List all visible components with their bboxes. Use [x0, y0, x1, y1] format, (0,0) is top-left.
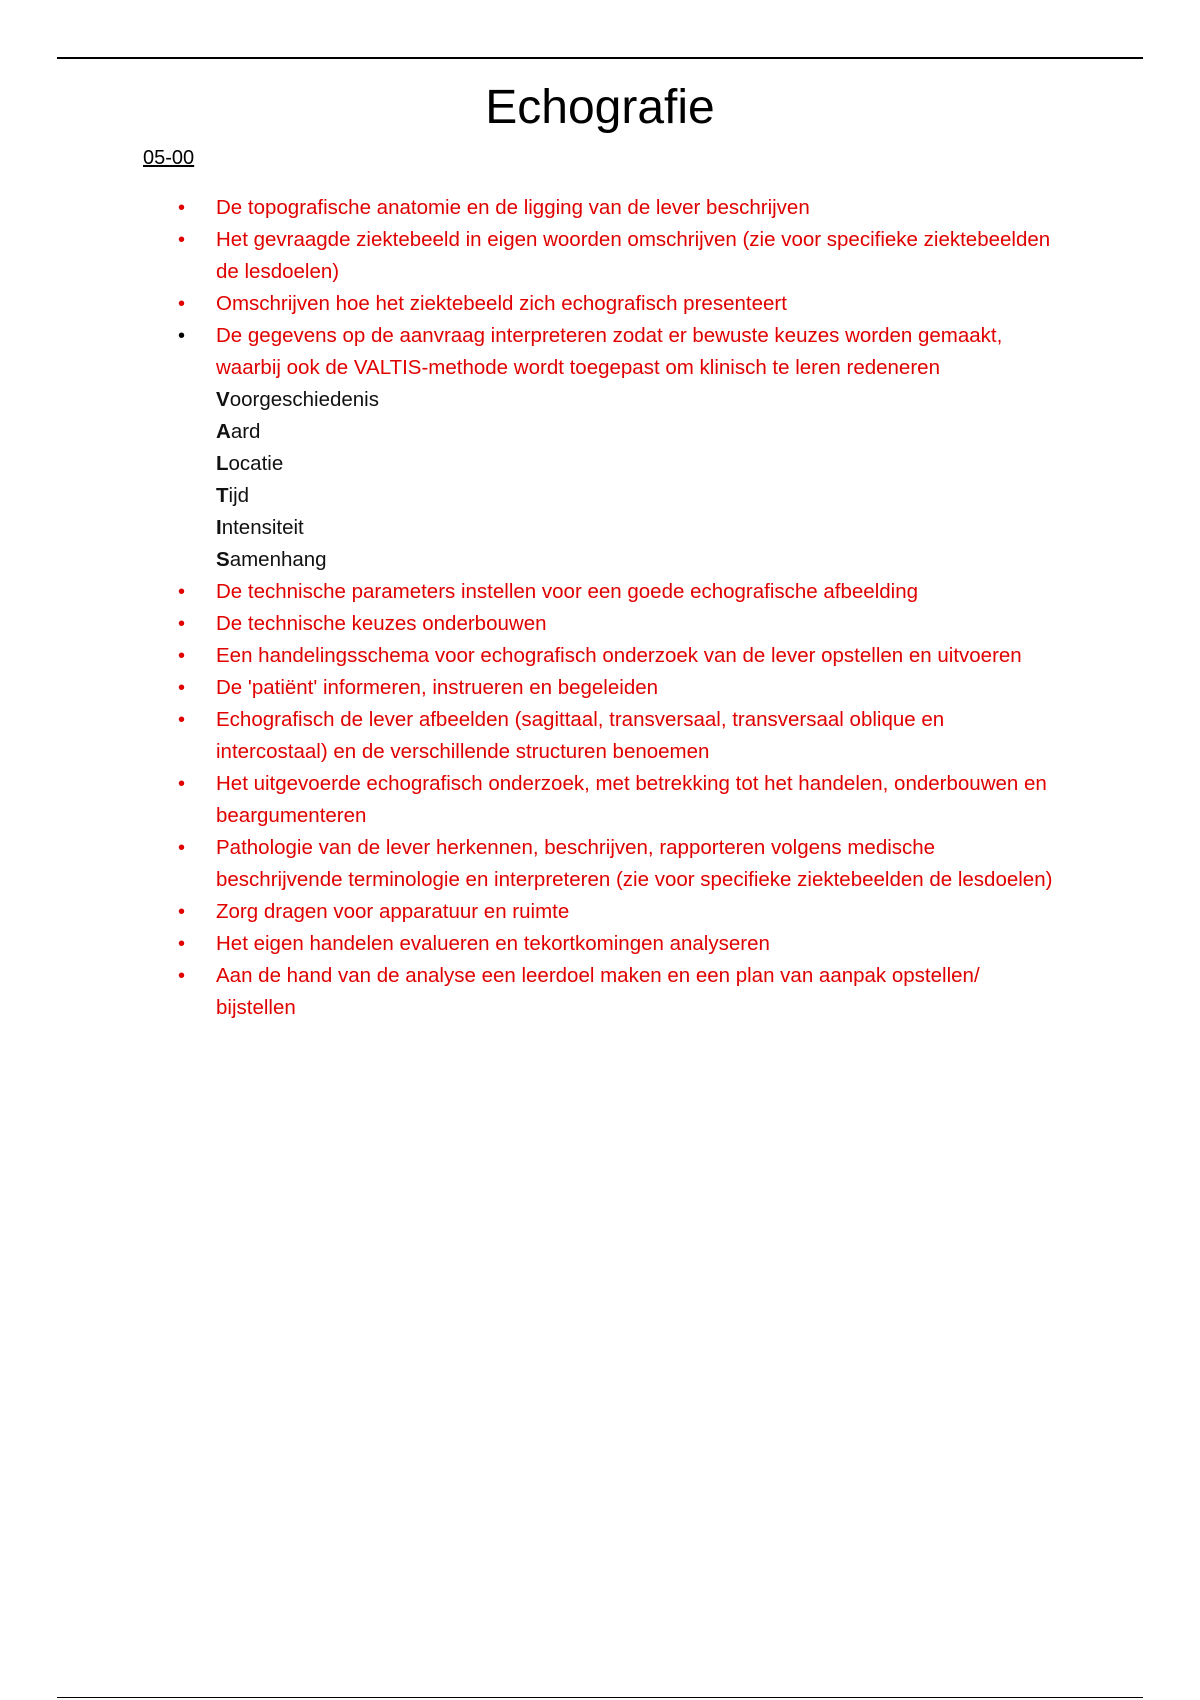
footer-rule: [57, 1697, 1143, 1698]
bullet-icon: •: [178, 837, 186, 859]
bullet-icon: •: [178, 645, 186, 667]
course-code: 05-00: [143, 147, 195, 169]
list-item: • Echografisch de lever afbeelden (sagittaal, transversaal, transversaal oblique en intercostaal) en de verschillende structuren benoemen: [0, 704, 1200, 768]
bullet-icon: •: [178, 613, 186, 635]
list-item: • Omschrijven hoe het ziektebeeld zich echografisch presenteert: [0, 288, 1200, 320]
list-item: • Pathologie van de lever herkennen, beschrijven, rapporteren volgens medische beschrijvende terminologie en interpreteren (zie voor specifieke ziektebeelden de lesdoelen): [0, 832, 1200, 896]
valtis-line: Locatie: [216, 452, 284, 475]
bullet-icon: •: [178, 229, 186, 251]
bullet-icon: •: [178, 965, 186, 987]
list-item: • Zorg dragen voor apparatuur en ruimte: [0, 896, 1200, 928]
header-rule: [57, 57, 1143, 59]
bullet-icon: •: [178, 709, 186, 731]
valtis-line: Tijd: [216, 484, 250, 507]
bullet-icon: •: [178, 901, 186, 923]
list-item: • De technische keuzes onderbouwen: [0, 608, 1200, 640]
valtis-line: Aard: [216, 420, 261, 443]
valtis-line: Samenhang: [216, 548, 327, 571]
bullet-icon: •: [178, 325, 186, 347]
list-item: • De topografische anatomie en de ligging van de lever beschrijven: [0, 192, 1200, 224]
list-item: • De 'patiënt' informeren, instrueren en begeleiden: [0, 672, 1200, 704]
page-title: Echografie: [485, 81, 715, 134]
bullet-icon: •: [178, 677, 186, 699]
bullet-icon: •: [178, 197, 186, 219]
bullet-icon: •: [178, 773, 186, 795]
list-item: • De technische parameters instellen voor een goede echografische afbeelding: [0, 576, 1200, 608]
objectives-list: [0, 192, 1200, 1024]
valtis-line: Voorgeschiedenis: [216, 388, 379, 411]
bullet-icon: •: [178, 293, 186, 315]
list-item: • Het eigen handelen evalueren en tekortkomingen analyseren: [0, 928, 1200, 960]
list-item: • Een handelingsschema voor echografisch onderzoek van de lever opstellen en uitvoeren: [0, 640, 1200, 672]
list-item: • Het uitgevoerde echografisch onderzoek, met betrekking tot het handelen, onderbouwen en beargumenteren: [0, 768, 1200, 832]
bullet-icon: •: [178, 933, 186, 955]
list-item-valtis: • De gegevens op de aanvraag interpreteren zodat er bewuste keuzes worden gemaakt, waarbij ook de VALTIS-methode wordt toegepast om klinisch te leren redeneren Voorgeschiedenis Aard Locatie Tijd Intensiteit Samenhang: [0, 320, 1200, 576]
valtis-line: Intensiteit: [216, 516, 304, 539]
valtis-mnemonic: [216, 384, 1060, 576]
bullet-icon: •: [178, 581, 186, 603]
list-item: • Aan de hand van de analyse een leerdoel maken en een plan van aanpak opstellen/ bijstellen: [0, 960, 1200, 1024]
list-item: • Het gevraagde ziektebeeld in eigen woorden omschrijven (zie voor specifieke ziektebeelden de lesdoelen): [0, 224, 1200, 288]
